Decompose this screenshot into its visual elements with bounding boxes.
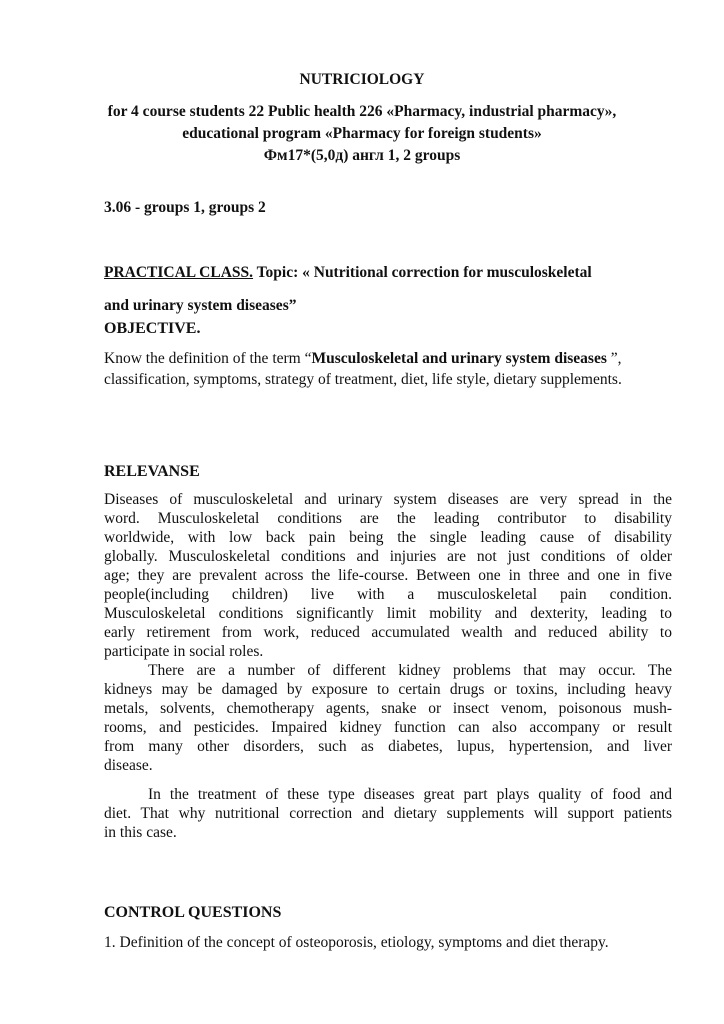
- text-line: age; they are prevalent across the life-course. Between one in three and one in five: [104, 567, 672, 584]
- relevance-paragraph-2: [104, 661, 672, 775]
- schedule-line: 3.06 - groups 1, groups 2: [104, 199, 266, 216]
- practical-class-label: PRACTICAL CLASS.: [104, 264, 254, 281]
- topic-text: Topic: « Nutritional correction for musculoskeletal: [253, 264, 592, 281]
- text-line: There are a number of different kidney problems that may occur. The: [148, 662, 672, 679]
- text-line: kidneys may be damaged by exposure to certain drugs or toxins, including heavy: [104, 681, 672, 698]
- text-line: Musculoskeletal conditions significantly limit mobility and dexterity, leading to: [104, 605, 672, 622]
- relevance-heading: RELEVANSE: [104, 463, 200, 480]
- objective-line1: [104, 349, 672, 368]
- text-line: In the treatment of these type diseases great part plays quality of food and: [148, 786, 672, 803]
- text-line: word. Musculoskeletal conditions are the leading contributor to disability: [104, 510, 672, 527]
- text-line: from many other disorders, such as diabetes, lupus, hypertension, and liver: [104, 738, 672, 755]
- practical-topic-line1: [104, 263, 672, 282]
- document-title: NUTRICIOLOGY: [299, 71, 425, 88]
- practical-topic-line2: and urinary system diseases”: [104, 297, 297, 314]
- text-line: participate in social roles.: [104, 643, 264, 660]
- objective-suffix: ”,: [606, 350, 622, 367]
- objective-term: Musculoskeletal and urinary system diseases: [311, 350, 607, 367]
- relevance-paragraph-1: [104, 490, 672, 661]
- objective-line2: classification, symptoms, strategy of treatment, diet, life style, dietary supplements.: [104, 371, 622, 388]
- text-line: rooms, and pesticides. Impaired kidney function can also accompany or result: [104, 719, 672, 736]
- text-line: globally. Musculoskeletal conditions and injuries are not just conditions of older: [104, 548, 672, 565]
- objective-prefix: Know the definition of the term “: [104, 350, 312, 367]
- text-line: metals, solvents, chemotherapy agents, snake or insect venom, poisonous mush-: [104, 700, 672, 717]
- text-line: diet. That why nutritional correction and dietary supplements will support patients: [104, 805, 672, 822]
- text-line: disease.: [104, 757, 153, 774]
- relevance-paragraph-3: [104, 785, 672, 842]
- text-line: worldwide, with low back pain being the single leading cause of disability: [104, 529, 672, 546]
- group-code-line: Фм17*(5,0д) англ 1, 2 groups: [263, 147, 461, 164]
- text-line: in this case.: [104, 824, 177, 841]
- control-questions-heading: CONTROL QUESTIONS: [104, 904, 282, 921]
- control-question-item: 1. Definition of the concept of osteoporosis, etiology, symptoms and diet therapy.: [104, 934, 609, 951]
- program-line: educational program «Pharmacy for foreign students»: [182, 125, 542, 142]
- text-line: people(including children) live with a musculoskeletal pain condition.: [104, 586, 672, 603]
- objective-heading: OBJECTIVE.: [104, 320, 201, 337]
- text-line: Diseases of musculoskeletal and urinary system diseases are very spread in the: [104, 491, 672, 508]
- text-line: early retirement from work, reduced accumulated wealth and reduced ability to: [104, 624, 672, 641]
- course-line: for 4 course students 22 Public health 226 «Pharmacy, industrial pharmacy»,: [107, 103, 617, 120]
